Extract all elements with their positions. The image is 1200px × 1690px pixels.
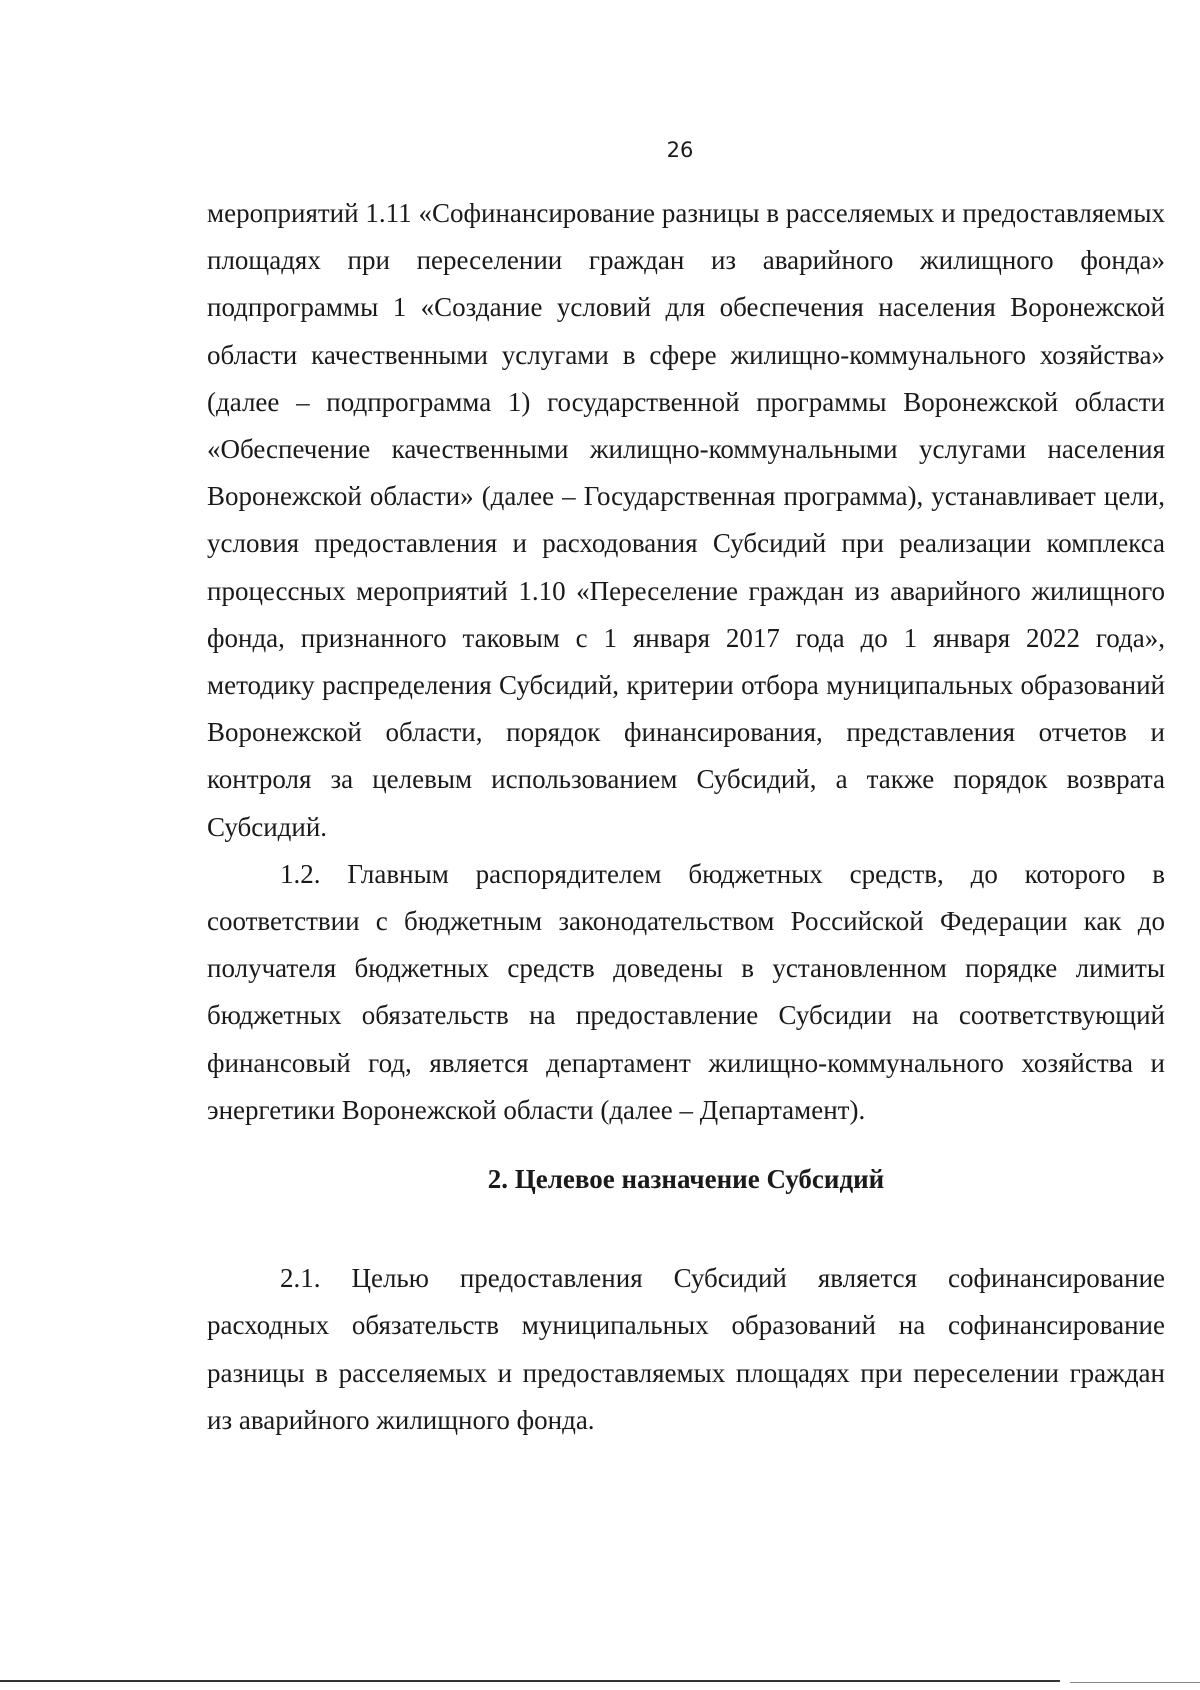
paragraph-2-1: 2.1. Целью предоставления Субсидий является софинансирование расходных обязательств муниципальных образований на софинансирование разницы в расселяемых и предоставляемых площадях при переселении граждан из аварийного жилищного фонда. [207, 1263, 1165, 1435]
document-body [207, 190, 1165, 1444]
paragraph-continuation: мероприятий 1.11 «Софинансирование разницы в расселяемых и предоставляемых площадях при переселении граждан из аварийного жилищного фонда» подпрограммы 1 «Создание условий для обеспечения населения Воронежской области качественными услугами в сфере жилищно-коммунального хозяйства» (далее – подпрограмма 1) государственной программы Воронежской области «Обеспечение качественными жилищно-коммунальными услугами населения Воронежской области» (далее – Государственная программа), устанавливает цели, условия предоставления и расходования Субсидий при реализации комплекса процессных мероприятий 1.10 «Переселение граждан из аварийного жилищного фонда, признанного таковым с 1 января 2017 года до 1 января 2022 года», методику распределения Субсидий, критерии отбора муниципальных образований Воронежской области, порядок финансирования, представления отчетов и контроля за целевым использованием Субсидий, а также порядок возврата Субсидий. [207, 198, 1165, 842]
section-heading: 2. Целевое назначение Субсидий [487, 1164, 885, 1195]
paragraph-1-2: 1.2. Главным распорядителем бюджетных средств, до которого в соответствии с бюджетным законодательством Российской Федерации как до получателя бюджетных средств доведены в установленном порядке лимиты бюджетных обязательств на предоставление Субсидии на соответствующий финансовый год, является департамент жилищно-коммунального хозяйства и энергетики Воронежской области (далее – Департамент). [207, 858, 1165, 1125]
page-number: 26 [666, 138, 694, 162]
page-bottom-edge [0, 1680, 1060, 1682]
page-bottom-edge-right [1070, 1682, 1200, 1683]
